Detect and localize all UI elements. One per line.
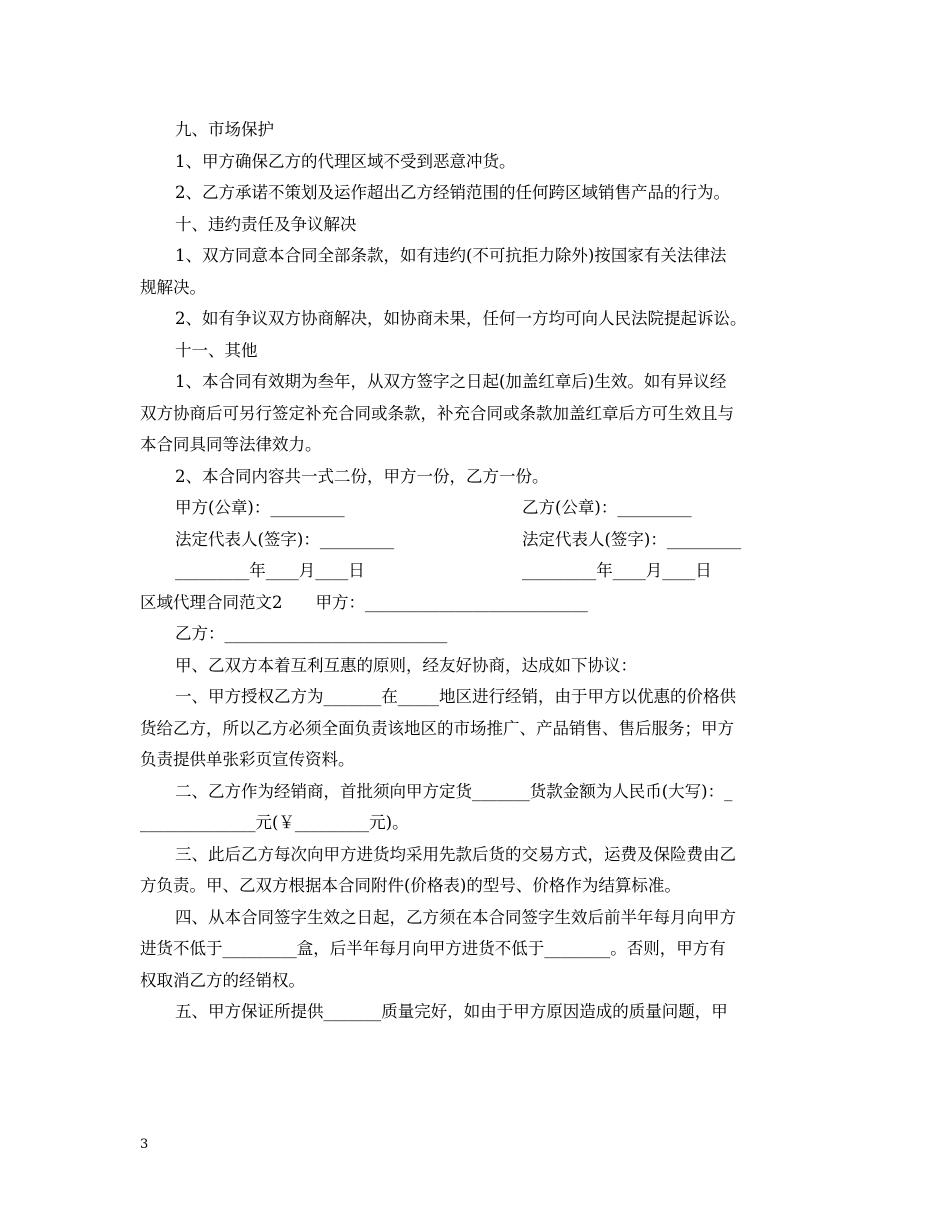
paragraph-line: 双方协商后可另行签定补充合同或条款，补充合同或条款加盖红章后方可生效且与 [140, 403, 734, 423]
paragraph-line: 二、乙方作为经销商，首批须向甲方定货_______货款金额为人民币(大写)：_ [175, 781, 733, 801]
party-a-date-field: _________年____月____日 [175, 561, 365, 580]
document-body [140, 114, 814, 1028]
page-number: 3 [140, 1137, 149, 1152]
paragraph-line: 2、本合同内容共一式二份，甲方一份，乙方一份。 [175, 466, 549, 486]
party-b-representative-field: 法定代表人(签字)：_________ [522, 529, 742, 549]
paragraph-line: 2、乙方承诺不策划及运作超出乙方经销范围的任何跨区域销售产品的行为。 [175, 183, 730, 202]
section-heading: 十一、其他 [175, 340, 258, 360]
paragraph-line: 一、甲方授权乙方为_______在_____地区进行经销，由于甲方以优惠的价格供 [175, 687, 736, 706]
paragraph-line: ______________元(￥_________元)。 [140, 813, 409, 832]
party-b-seal-field: 乙方(公章)：_________ [522, 498, 692, 517]
paragraph-line: 本合同具同等法律效力。 [140, 435, 322, 454]
paragraph-line: 进货不低于_________盒，后半年每月向甲方进货不低于________。否则，甲方有 [140, 939, 726, 958]
signature-row-representative [140, 524, 814, 556]
paragraph-line: 权取消乙方的经销权。 [140, 970, 305, 990]
signature-row-date [140, 555, 814, 587]
paragraph-line: 方负责。甲、乙双方根据本合同附件(价格表)的型号、价格作为结算标准。 [140, 876, 681, 895]
party-a-seal-field: 甲方(公章)：_________ [175, 498, 345, 517]
paragraph-line: 2、如有争议双方协商解决，如协商未果，任何一方均可向人民法院提起诉讼。 [175, 309, 747, 328]
section-heading: 九、市场保护 [175, 120, 274, 139]
paragraph-line: 1、双方同意本合同全部条款，如有违约(不可抗拒力除外)按国家有关法律法 [175, 246, 727, 265]
paragraph-line: 甲、乙双方本着互利互惠的原则，经友好协商，达成如下协议： [175, 655, 637, 675]
paragraph-line: 四、从本合同签字生效之日起，乙方须在本合同签字生效后前半年每月向甲方 [175, 907, 736, 927]
contract-title-line: 区域代理合同范文2 甲方：___________________________ [140, 592, 588, 612]
party-a-representative-field: 法定代表人(签字)：_________ [175, 529, 395, 549]
party-b-date-field: _________年____月____日 [522, 561, 712, 580]
party-b-line: 乙方：___________________________ [175, 624, 448, 643]
paragraph-line: 三、此后乙方每次向甲方进货均采用先款后货的交易方式，运费及保险费由乙 [175, 844, 736, 864]
paragraph-line: 规解决。 [140, 277, 206, 297]
paragraph-line: 负责提供单张彩页宣传资料。 [140, 750, 355, 769]
paragraph-line: 货给乙方，所以乙方必须全面负责该地区的市场推广、产品销售、售后服务；甲方 [140, 718, 734, 738]
paragraph-line: 五、甲方保证所提供_______质量完好，如由于甲方原因造成的质量问题，甲 [175, 1002, 728, 1021]
paragraph-line: 1、甲方确保乙方的代理区域不受到恶意冲货。 [175, 151, 516, 171]
paragraph-line: 1、本合同有效期为叁年，从双方签字之日起(加盖红章后)生效。如有异议经 [175, 372, 727, 391]
signature-row-seal [140, 492, 814, 524]
section-heading: 十、违约责任及争议解决 [175, 214, 357, 234]
